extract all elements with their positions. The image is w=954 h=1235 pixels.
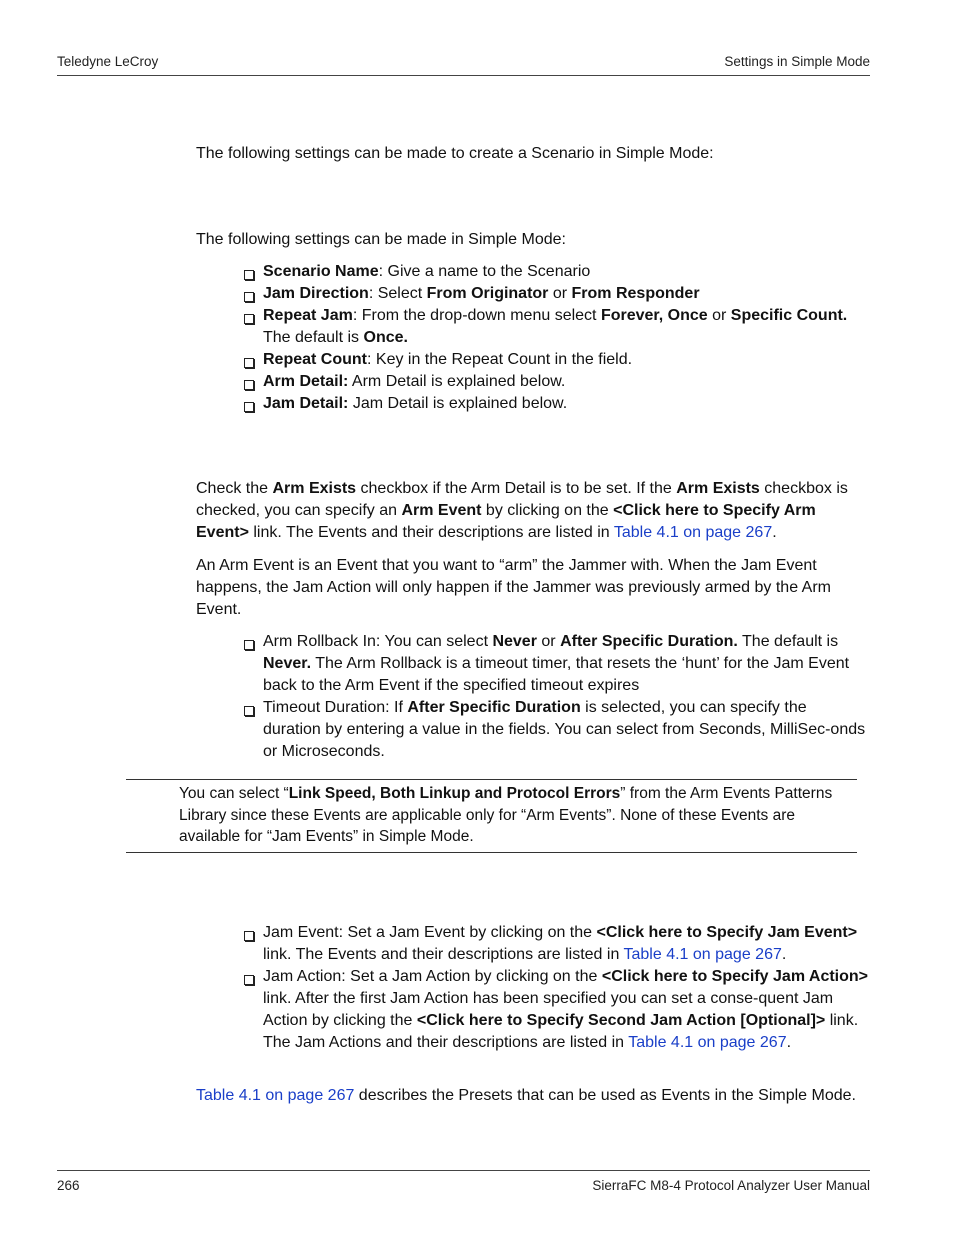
- settings-list: [236, 261, 868, 415]
- list-item: Jam Detail: Jam Detail is explained below.: [236, 393, 868, 415]
- list-item: Jam Direction: Select From Originator or From Responder: [236, 283, 868, 305]
- header-right: Settings in Simple Mode: [724, 54, 870, 69]
- list-item: Jam Event: Set a Jam Event by clicking on the <Click here to Specify Jam Event> link. The Events and their descriptions are listed in Table 4.1 on page 267.: [236, 922, 868, 966]
- arm-detail-paragraph: Check the Arm Exists checkbox if the Arm Detail is to be set. If the Arm Exists checkbox is checked, you can specify an Arm Event by clicking on the <Click here to Specify Arm Event> link. The Events and their descriptions are listed in Table 4.1 on page 267.: [196, 480, 848, 541]
- footer-rule: [57, 1170, 870, 1171]
- intro-paragraph-simple-mode: The following settings can be made in Simple Mode:: [196, 231, 566, 248]
- checkbox-bullet-icon: [244, 270, 254, 280]
- table-reference-link[interactable]: Table 4.1 on page 267: [623, 946, 782, 963]
- list-item: Repeat Count: Key in the Repeat Count in the field.: [236, 349, 868, 371]
- checkbox-bullet-icon: [244, 402, 254, 412]
- table-reference-link[interactable]: Table 4.1 on page 267: [628, 1034, 787, 1051]
- checkbox-bullet-icon: [244, 358, 254, 368]
- note-text: You can select “Link Speed, Both Linkup and Protocol Errors” from the Arm Events Patterns Library since these Events are applicable only for “Arm Events”. None of these Events are available for “Jam Events” in Simple Mode.: [179, 785, 833, 845]
- header-left: Teledyne LeCroy: [57, 54, 159, 69]
- list-item: Timeout Duration: If After Specific Duration is selected, you can specify the duration by entering a value in the fields. You can select from Seconds, MilliSec-onds or Microseconds.: [236, 697, 868, 763]
- arm-event-paragraph: An Arm Event is an Event that you want to “arm” the Jammer with. When the Jam Event happens, the Jam Action will only happen if the Jammer was previously armed by the Arm Event.: [196, 557, 831, 618]
- page-number: 266: [57, 1178, 80, 1193]
- checkbox-bullet-icon: [244, 975, 254, 985]
- list-item: Jam Action: Set a Jam Action by clicking on the <Click here to Specify Jam Action> link. After the first Jam Action has been specified you can set a conse-quent Jam Action by clicking the <Click here to Specify Second Jam Action [Optional]> link. The Jam Actions and their descriptions are listed in Table 4.1 on page 267.: [236, 966, 868, 1054]
- checkbox-bullet-icon: [244, 314, 254, 324]
- arm-options-list: [236, 631, 868, 763]
- header-rule: [57, 75, 870, 76]
- checkbox-bullet-icon: [244, 706, 254, 716]
- table-reference-link[interactable]: Table 4.1 on page 267: [613, 524, 773, 541]
- intro-paragraph-scenario: The following settings can be made to create a Scenario in Simple Mode:: [196, 145, 714, 162]
- checkbox-bullet-icon: [244, 380, 254, 390]
- table-reference-link[interactable]: Table 4.1 on page 267: [196, 1087, 355, 1104]
- closing-paragraph: Table 4.1 on page 267 describes the Presets that can be used as Events in the Simple Mode.: [196, 1087, 856, 1104]
- jam-options-list: [236, 922, 868, 1054]
- list-item: Repeat Jam: From the drop-down menu select Forever, Once or Specific Count. The default is Once.: [236, 305, 868, 349]
- list-item: Arm Rollback In: You can select Never or After Specific Duration. The default is Never. The Arm Rollback is a timeout timer, that resets the ‘hunt’ for the Jam Event back to the Arm Event if the specified timeout expires: [236, 631, 868, 697]
- checkbox-bullet-icon: [244, 640, 254, 650]
- checkbox-bullet-icon: [244, 292, 254, 302]
- note-bottom-rule: [126, 852, 857, 853]
- note-top-rule: [126, 779, 857, 780]
- checkbox-bullet-icon: [244, 931, 254, 941]
- list-item: Arm Detail: Arm Detail is explained below.: [236, 371, 868, 393]
- footer-manual-title: SierraFC M8-4 Protocol Analyzer User Manual: [592, 1178, 870, 1193]
- list-item: Scenario Name: Give a name to the Scenario: [236, 261, 868, 283]
